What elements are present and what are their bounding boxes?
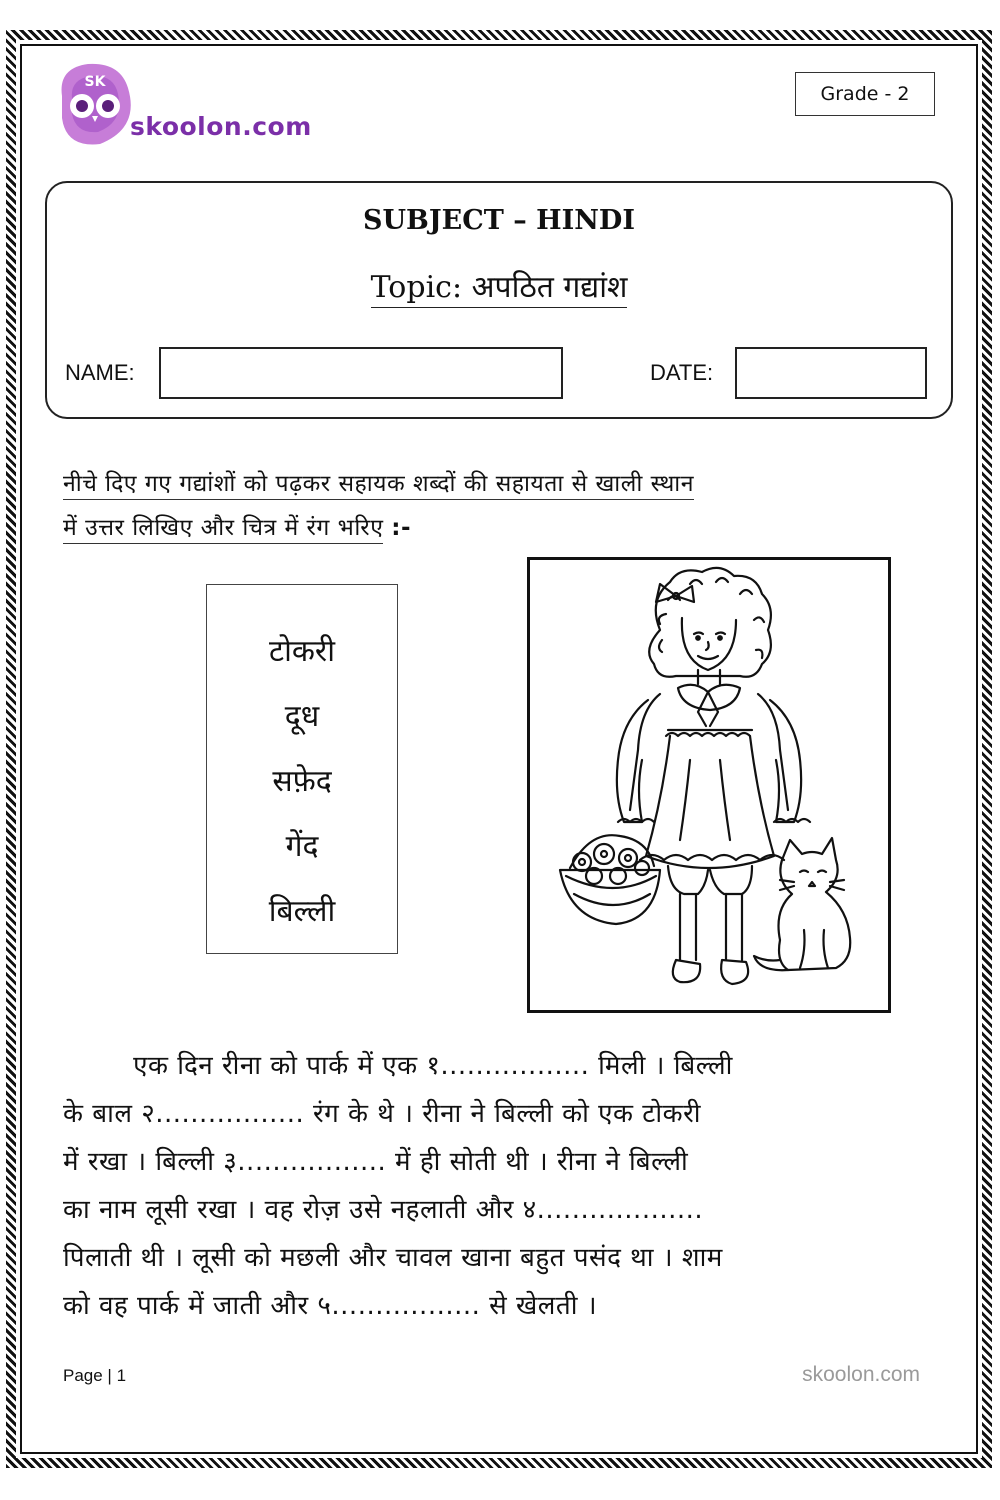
passage-line: एक दिन रीना को पार्क में एक १................. मिली । बिल्ली [63,1051,733,1081]
instruction-colon: :- [391,515,411,541]
topic-text: Topic: अपठित गद्यांश [371,270,628,308]
helper-word-box [206,584,398,954]
helper-word: दूध [284,699,320,734]
helper-word: सफ़ेद [272,764,332,799]
date-label: DATE: [650,360,714,385]
girl-with-cat-illustration[interactable] [530,560,888,1010]
passage-line: का नाम लूसी रखा । वह रोज़ उसे नहलाती और ४................... [63,1195,704,1225]
passage [63,1042,933,1330]
logo-letters: SK [84,74,106,90]
helper-word: बिल्ली [268,894,336,929]
subject-title: SUBJECT – HINDI [363,205,635,236]
logo-text: skoolon.com [130,112,312,141]
instruction-line-2: में उत्तर लिखिए और चित्र में रंग भरिए [63,515,383,544]
name-label: NAME: [65,360,135,385]
helper-word: टोकरी [269,634,335,669]
passage-line: पिलाती थी । लूसी को मछली और चावल खाना बहुत पसंद था । शाम [63,1243,723,1273]
topic-title [47,265,951,306]
instruction-line-1: नीचे दिए गए गद्यांशों को पढ़कर सहायक शब्दों की सहायता से खाली स्थान [63,471,694,500]
header-box [45,181,953,419]
grade-label: Grade - 2 [795,72,935,116]
helper-word: गेंद [285,829,319,864]
instruction [63,462,923,550]
passage-line: में रखा । बिल्ली ३................. में ही सोती थी । रीना ने बिल्ली [63,1147,689,1177]
name-field[interactable] [159,347,563,399]
date-field[interactable] [735,347,927,399]
passage-line: को वह पार्क में जाती और ५................. से खेलती । [63,1291,598,1321]
page-number: Page | 1 [63,1366,127,1385]
footer-site: skoolon.com [802,1363,920,1386]
passage-line: के बाल २................. रंग के थे । रीना ने बिल्ली को एक टोकरी [63,1099,701,1129]
coloring-picture-frame [527,557,891,1013]
